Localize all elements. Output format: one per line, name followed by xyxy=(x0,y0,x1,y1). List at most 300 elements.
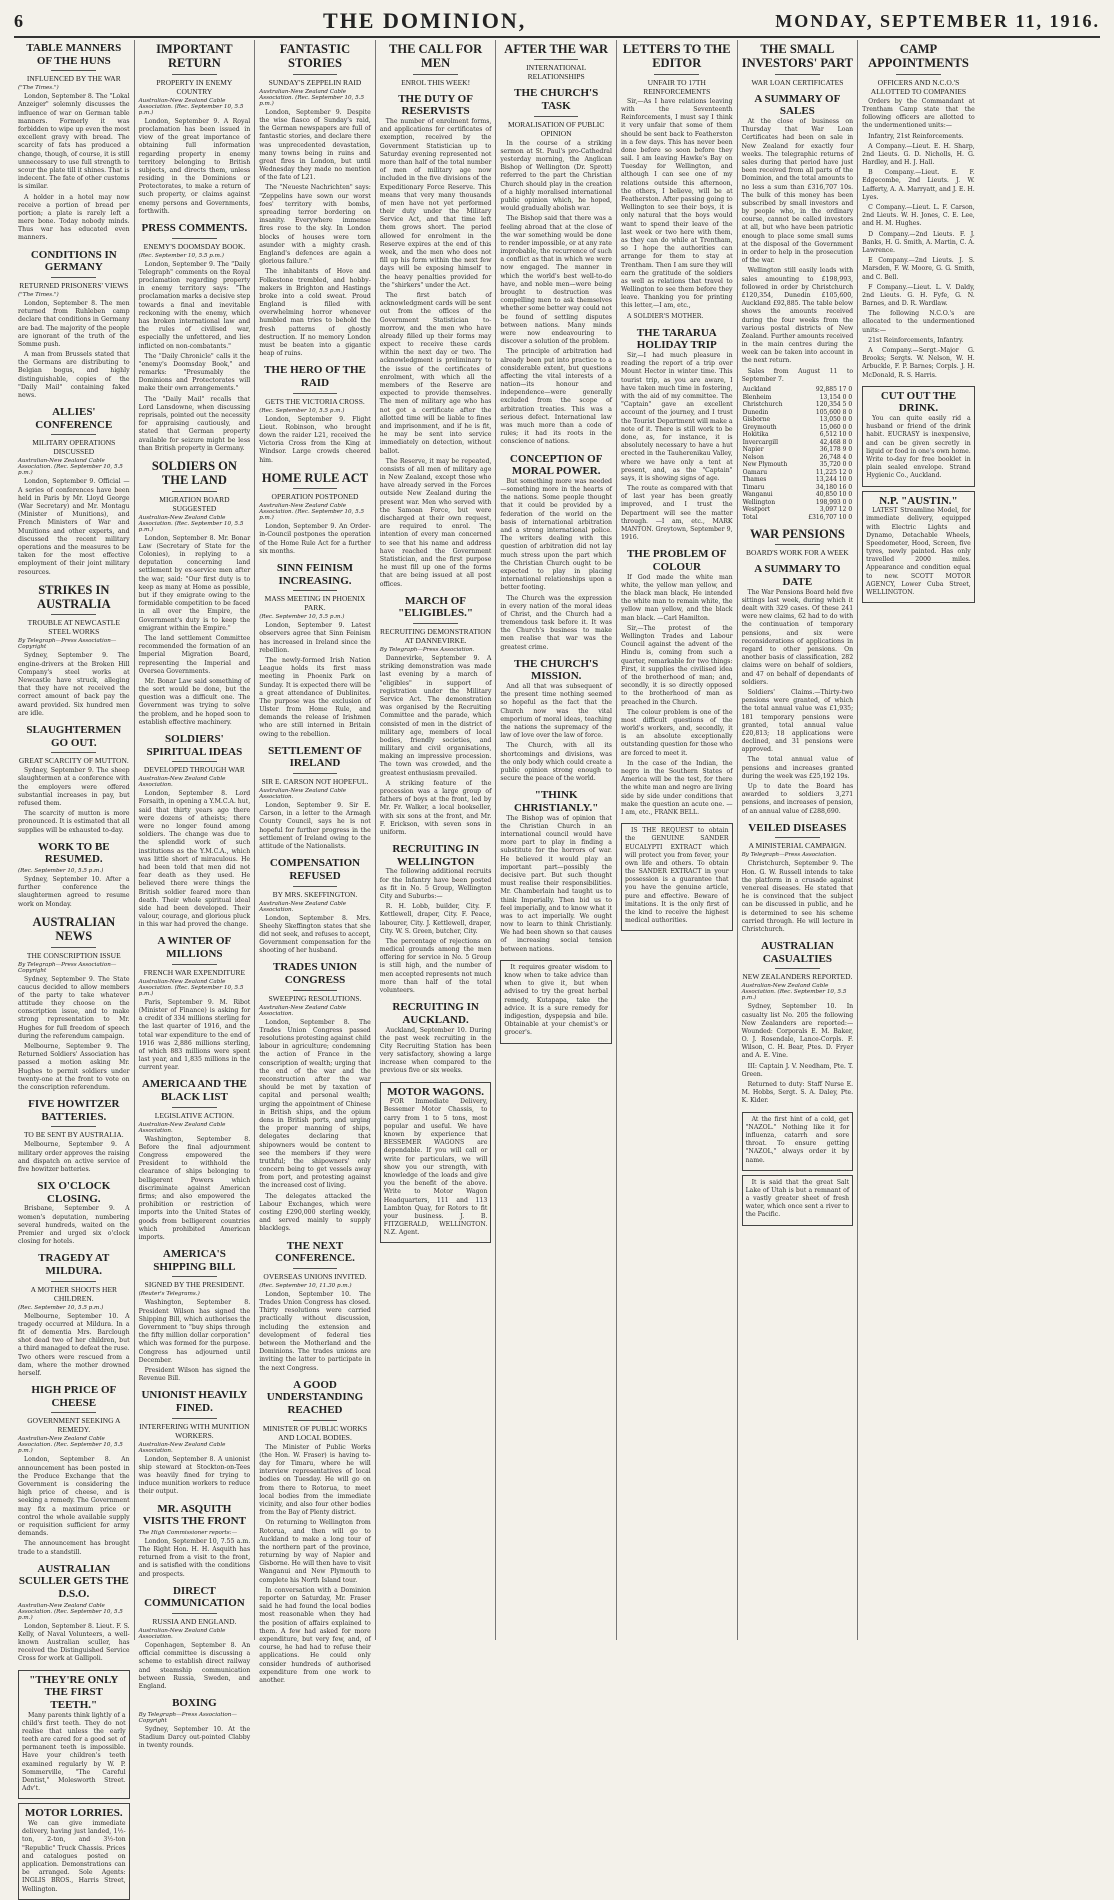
headline: AUSTRALIAN SCULLER GETS THE D.S.O. xyxy=(18,1562,129,1600)
article xyxy=(259,364,371,464)
article xyxy=(139,1248,251,1383)
article xyxy=(18,915,130,1092)
divider xyxy=(172,1276,217,1277)
article-body xyxy=(259,802,371,851)
dateline-credit: Australian-New Zealand Cable Association. (Rec. September 10, 5.5 p.m.) xyxy=(259,88,365,107)
district-cell: Wellington xyxy=(742,498,776,506)
headline: SOLDIERS ON THE LAND xyxy=(151,458,237,488)
article xyxy=(18,249,130,401)
paragraph: Washington, September 8. Before the final adjournment Congress empowered the President to withhold the clearance of ships belonging to belligerent Powers which discriminate against American firms; and also empowered the prohibition or restriction of imports into the United States of goods from belligerent countries which prohibited American imports. xyxy=(138,1135,251,1241)
paragraph: Melbourne, September 10. A tragedy occurred at Mildura. In a fit of dementia Mrs. Barclough shot dead two of her children, but a third managed to defeat the ruse. Two others were rescued from a dam, where the mother drowned herself. xyxy=(18,1312,130,1377)
article-body xyxy=(500,815,612,954)
article xyxy=(139,1078,251,1242)
dateline-credit: (Rec. September 10, 5.5 p.m.) xyxy=(138,252,224,259)
paragraph: London, September 9. A Royal proclamation has been issued in view of the great importance of obtaining full information regarding property in enemy territory belonging to British subjects, and directs them, unless residing in the Dominions or Protectorates, to make a return of such property, or claims against enemy persons and Governments, forthwith. xyxy=(138,117,251,215)
column-2 xyxy=(135,40,256,1750)
article-body xyxy=(746,1116,850,1165)
paragraph: Sydney, September 10. After a further conference the slaughtermen agreed to resume work on Monday. xyxy=(18,876,130,908)
amount-cell: 15,060 0 0 xyxy=(819,423,853,431)
headline: HOME RULE ACT xyxy=(261,470,369,485)
district-cell: Auckland xyxy=(742,386,771,394)
headline: RECRUITING IN WELLINGTON xyxy=(392,843,479,868)
article xyxy=(259,562,371,739)
divider xyxy=(51,752,96,753)
amount-cell: 92,885 17 0 xyxy=(815,386,853,394)
paragraph: In conversation with a Dominion reporter on Saturday, Mr. Fraser said he had found the local bodies most reasonable when they had the position of affairs explained to them. A few had asked for more expenditure, but very few, and, of course, he had had to refuse their applications. He could only consider hundreds of authorised expenditure from one work to another. xyxy=(259,1586,371,1684)
divider xyxy=(293,488,338,489)
paragraph: London, September 8. The men returned from Ruhleben camp declare that conditions in Germany are bad. The majority of the people are ignorant of the truth of the Somme push. xyxy=(18,299,130,348)
dateline-credit: Australian-New Zealand Cable Association. xyxy=(259,900,347,913)
paragraph: London, September 9. Official — A series of conferences have been held in Paris by Mr. Lloyd George (War Secretary) and Mr. Montagu (Minister of Munitions), and French Ministers of War and Munitions and other experts, and discussed the recent military operations and the measures to be taken for the most effective employment of their joint military resources. xyxy=(18,478,130,576)
article-body xyxy=(500,683,612,783)
column-3 xyxy=(255,40,376,1684)
article-body xyxy=(742,589,854,816)
amount-cell: 198,993 0 0 xyxy=(815,498,853,506)
subheadline: SIGNED BY THE PRESIDENT. xyxy=(144,1280,245,1290)
paragraph: In the course of a striking sermon at St. Paul's pro-Cathedral yesterday morning, the Anglican Bishop of Wellington (Dr. Sprott) referred to the part the Christian Church should play in the creation of a highly moralised international public opinion which, he hoped, would gradually abolish war. xyxy=(500,139,612,213)
district-cell: Greymouth xyxy=(742,423,777,431)
paragraph: FOR Immediate Delivery, Bessemer Motor Chassis, to carry from 1 to 5 tons, most popular and useful. We have known by experience that BESSEMER WAGONS are dependable. If you will call or write for particulars, we will show you our strength, with knowledge of the loads and give you the benefit of the above. Write to Motor Wagon Headquarters, 111 and 113 Lambton Quay, for Rotors to fit your business. J. B. FITZGERALD, WELLINGTON. N.Z. Agent. xyxy=(383,1098,488,1237)
paragraph: On returning to Wellington from Rotorua, and then will go to Auckland to make a long tour of the northern part of the province, returning by way of Napier and Gisborne. He will then have to visit Wanganui and New Plymouth to complete his North Island tour. xyxy=(259,1519,371,1584)
paragraph: C Company.—Lieut. L. F. Carson, 2nd Lieuts. W. H. Jones, C. E. Lee, and H. M. Hughes. xyxy=(862,204,975,228)
article xyxy=(139,1503,251,1579)
article-body xyxy=(866,415,971,481)
subheadline: PROPERTY IN ENEMY COUNTRY xyxy=(156,77,233,96)
dateline-credit: ("The Times.") xyxy=(18,291,59,298)
paragraph: London, September 9. The "Daily Telegraph" comments on the Royal proclamation regarding property in enemy territory says: "The proclamation marks a decisive step towards a final and inevitable reckoning with the enemy, which has broken international law and the rules of civilised war, especially the unfettered, and lies inflicted on non-combatants." xyxy=(138,260,251,350)
headline: RECRUITING IN AUCKLAND. xyxy=(392,1001,479,1026)
district-cell: Wanganui xyxy=(742,491,773,499)
divider xyxy=(534,116,579,117)
paragraph: Sir,—The protest of the Wellington Trades and Labour Council against the advent of the Hindu is, coming from such a quarter, remarkable for two things: First, it supplies the civilised idea of the brotherhood of man; and, secondly, it is so directly opposed to the brotherhood of man as preached in the Church. xyxy=(620,624,733,706)
paragraph: At the first hint of a cold, get "NAZOL." Nothing like it for influenza, catarrh and sore throat. To ensure getting "NAZOL," always order it by name. xyxy=(745,1115,850,1164)
district-cell: New Plymouth xyxy=(742,461,788,469)
divider xyxy=(775,837,820,838)
article-body xyxy=(621,574,733,817)
paragraph: Returned to duty: Staff Nurse E. M. Hobbs, Sergt. S. A. Daley, Pte. K. Kider. xyxy=(741,1081,854,1105)
headline: AFTER THE WAR xyxy=(504,42,609,56)
paragraph: London, September 9. Latest observers agree that Sinn Feinism has increased in Ireland since the rebellion. xyxy=(259,622,371,654)
subheadline: MASS MEETING IN PHOENIX PARK. xyxy=(264,594,366,613)
article-body xyxy=(139,1726,251,1751)
article xyxy=(18,42,130,243)
table-row xyxy=(742,514,854,522)
article-body xyxy=(139,1136,251,1242)
table-row xyxy=(742,446,854,454)
paragraph: Brisbane, September 9. A women's deputation, numbering several hundreds, waited on the Premier and urged six o'clock closing for hotels. xyxy=(18,1205,130,1246)
paragraph: London, September 8. An announcement has been posted in the Produce Exchange that the Government is considering the high price of cheese, and is seeking a remedy. The Government may fix a maximum price or control the whole available supply or requisition sufficient for army demands. xyxy=(18,1456,130,1538)
paragraph: Up to date the Board has awarded to soldiers 3,271 pensions, and increases of pension, of an annual value of £288,690. xyxy=(741,783,854,815)
divider xyxy=(293,393,338,394)
article-body xyxy=(259,416,371,465)
district-cell: Thames xyxy=(742,476,767,484)
headline: TRADES UNION CONGRESS xyxy=(272,961,357,987)
article-body xyxy=(625,827,729,925)
headline: MR. ASQUITH VISITS THE FRONT xyxy=(142,1502,246,1528)
paragraph: President Wilson has signed the Revenue Bill. xyxy=(138,1366,251,1383)
article-body xyxy=(866,507,971,597)
paragraph: 21st Reinforcements, Infantry. xyxy=(868,336,964,344)
subheadline: WAR LOAN CERTIFICATES xyxy=(751,77,844,87)
article-body xyxy=(18,1141,130,1174)
paragraph: London, September 9. Flight Lieut. Robinson, who brought down the raider L21, received the Victoria Cross from the King at Windsor. Large crowds cheered him. xyxy=(259,415,371,464)
article-body xyxy=(500,478,612,652)
headline: THE PROBLEM OF COLOUR xyxy=(626,548,727,574)
paragraph: The principle of arbitration had already been put into practice to a considerable extent, but questions affecting the vital interests of a nation—its honour and independence—were generally excluded from the scope of arbitration treaties. This was a serious defect. International law was much more than a code of rules; it had its roots in the conscience of nations. xyxy=(500,348,612,446)
headline: A SUMMARY TO DATE xyxy=(754,563,841,589)
dateline-credit: Australian-New Zealand Cable Association. (Rec. September 10, 5.5 p.m.) xyxy=(18,1436,123,1455)
paragraph: The War Pensions Board held five sittings last week, during which it dealt with 329 cases. Of these 241 were new claims, 62 had to do with the continuation of temporary pensions, and six were reconsiderations of applications in regard to other pensions. On another basis of classification, 282 claims were on behalf of soldiers, and 47 on behalf of dependants of soldiers. xyxy=(741,588,854,686)
article-body xyxy=(18,1205,130,1246)
paragraph: London, September 8. Mr. Bonar Law (Secretary of State for the Colonies), in replying to a deputation concerning land settlement by ex-service men after the war, said: "Our first duty is to keep as many at Home as possible, but if they emigrate owing to the formidable competition to be faced in all over the Empire, the Government's duty is to keep the emigrant within the Empire." xyxy=(138,534,251,632)
paragraph: London, September 10. The Trades Union Congress has closed. Thirty resolutions were carried practically without discussion, including the extension and development of federal ties between the Motherland and the Dominions. The trades unions are inviting the latter to participate in the next Congress. xyxy=(259,1290,371,1372)
columns-container xyxy=(14,40,1100,1893)
headline: AMERICA'S SHIPPING BILL xyxy=(153,1248,236,1273)
paragraph: London, September 9. Despite the wise fiasco of Sunday's raid, the German newspapers are full of fantastic stories, and declare there was unprecedented devastation, many towns being in ruins and great fires in London, but until Wednesday they made no mention of the fate of L21. xyxy=(259,108,371,182)
dateline-credit: By Telegraph—Press Association. xyxy=(741,852,837,859)
paragraph: The scarcity of mutton is more pronounced. It is estimated that all supplies will be exhausted to-day. xyxy=(18,810,130,834)
article xyxy=(742,940,854,1106)
headline: AMERICA AND THE BLACK LIST xyxy=(141,1078,247,1104)
article xyxy=(18,1180,130,1246)
district-cell: Westport xyxy=(742,506,771,514)
divider xyxy=(51,947,96,948)
article xyxy=(380,42,492,87)
column-7 xyxy=(738,40,859,1640)
subheadline: BOARD'S WORK FOR A WEEK xyxy=(745,548,849,558)
column-8 xyxy=(858,40,979,1640)
subheadline: LEGISLATIVE ACTION. xyxy=(154,1110,234,1120)
article-body xyxy=(259,1019,371,1234)
paragraph: Infantry, 21st Reinforcements. xyxy=(868,132,964,140)
subheadline: GOVERNMENT SEEKING A REMEDY. xyxy=(27,1416,121,1435)
headline: FANTASTIC STORIES xyxy=(279,42,351,71)
column-6 xyxy=(617,40,738,1640)
sales-table xyxy=(742,386,854,521)
paragraph: The "Daily Chronicle" calls it the "enemy's Doomsday Book," and remarks: "Presumably the Dominions and Protectorates will make their own arrangements." xyxy=(138,352,251,393)
subheadline: RETURNED PRISONERS' VIEWS xyxy=(19,280,129,290)
subheadline: OFFICERS AND N.C.O.'S ALLOTTED TO COMPANIES xyxy=(870,77,967,96)
dateline-credit: Australian-New Zealand Cable Association. (Rec. September 10, 5.5 p.m.) xyxy=(138,97,244,116)
headline: AUSTRALIAN NEWS xyxy=(32,914,116,944)
subheadline: INTERFERING WITH MUNITION WORKERS. xyxy=(139,1421,250,1440)
subheadline: GREAT SCARCITY OF MUTTON. xyxy=(18,756,129,766)
article-body xyxy=(18,300,130,400)
article xyxy=(742,563,854,815)
subheadline: A MOTHER SHOOTS HER CHILDREN. xyxy=(30,1284,118,1303)
paragraph: The number of enrolment forms, and applications for certificates of exemption, received by the Government Statistician up to Saturday evening represented not more than half of the total number of men of military age now included in the five divisions of the Expeditionary Force Reserve. This means that very many thousands of men have not yet performed their duty under the Military Service Act, and that time left them grows short. The period allowed for enrolment in the Reserve expires at the end of this week, and the men who does not fill up his form within the next few days will be exposing himself to the heavy penalties provided for the "shirkers" under the Act. xyxy=(379,118,492,289)
article xyxy=(621,548,733,817)
paragraph: The inhabitants of Hove and Folkestone trembled, and hobby-makers in Brighton and Hastings broke into a cold sweat. Proud England is filled with overwhelming horror whenever humbled man tries to behold the fresh patterns of ghostly destruction. If no memory London must be beaten into a gigantic heap of ruins. xyxy=(259,268,371,358)
divider xyxy=(896,74,941,75)
advertisement xyxy=(862,386,975,487)
headline: A WINTER OF MILLIONS xyxy=(157,935,232,961)
table-row xyxy=(742,416,854,424)
page-number: 6 xyxy=(14,10,23,31)
headline: SETTLEMENT OF IRELAND xyxy=(268,744,362,770)
headline: "THINK CHRISTIANLY." xyxy=(513,789,599,814)
table-row xyxy=(742,409,854,417)
paragraph: The "Daily Mail" recalls that Lord Lansdowne, when discussing reprisals, pointed out the necessity for appraising cautiously, and stated that German property available for seizure might be less than British property in Germany. xyxy=(138,395,251,452)
paragraph: A Company.—Lieut. E. H. Sharp, 2nd Lieuts. G. D. Nicholls, H. G. Hardley, and H. J. Hall. xyxy=(862,142,975,167)
advertisement xyxy=(862,491,975,604)
paragraph: A SOLDIER'S MOTHER. xyxy=(626,312,704,320)
article-body xyxy=(380,118,492,589)
headline: THE HERO OF THE RAID xyxy=(264,364,366,390)
article-body xyxy=(746,1179,850,1220)
divider xyxy=(293,886,338,887)
article xyxy=(742,93,854,521)
paragraph: London, September 9. Sir E. Carson, in a letter to the Armagh County Council, says he is not hopeful for further progress in the settlement of Ireland owing to the attitude of the Nationalists. xyxy=(259,802,371,851)
headline: MOTOR WAGONS. xyxy=(387,1085,484,1098)
headline: FIVE HOWITZER BATTERIES. xyxy=(28,1098,120,1123)
article-body xyxy=(18,876,130,909)
paragraph: Mr. Bonar Law said something of the sort would be done, but the question was a difficult one. The Government was trying to solve the problem, and he hoped soon to establish effective machinery. xyxy=(138,677,251,726)
amount-cell: 105,600 8 0 xyxy=(815,408,853,416)
article xyxy=(18,1563,130,1664)
paragraph: IS THE REQUEST to obtain the GENUINE SANDER EUCALYPTI EXTRACT which will protect you from fever, your own life and others. To obtain the SANDER EXTRACT in your possession is a guarantee that you have the genuine article, pure and effective. Beware of imitations. It is the only first of the kind to receive the highest medical authorities. xyxy=(624,827,729,925)
paragraph: The newly-formed Irish Nation League holds its first mass meeting in Phoenix Park on Sunday. It is expected there will be a great attendance of Dublinites. The purpose was the exclusion of Ulster from Home Rule, and demands the release of Irishmen who are still interned in Britain owing to the rebellion. xyxy=(259,656,371,738)
advertisement xyxy=(742,1175,854,1226)
headline: MOTOR LORRIES. xyxy=(25,1807,123,1820)
headline: LETTERS TO THE EDITOR xyxy=(622,42,731,71)
article-body xyxy=(18,93,130,242)
amount-cell: 40,850 10 0 xyxy=(815,491,853,499)
amount-cell: 120,354 5 0 xyxy=(815,401,853,409)
paragraph: London, September 8. Lord Forsaith, in opening a Y.M.C.A. hut, said that thirty years ago there were dozens of atheists; there were no longer found among soldiers. The change was due to the splendid work of such institutions as the Y.M.C.A., which was little short of miraculous. He had been told that men did not fear death as they used. He believed there were things the British soldier feared more than death. Their whole spiritual ideal side had been developed. Their valour, courage, and glorious pluck in this war had proved the change. xyxy=(138,790,251,929)
district-cell: Invercargill xyxy=(742,438,779,446)
subheadline: OPERATION POSTPONED xyxy=(271,492,359,502)
headline: BOXING xyxy=(172,1697,217,1710)
district-cell: Oamaru xyxy=(742,468,768,476)
newspaper-title: THE DOMINION, xyxy=(323,8,527,33)
district-cell: Timaru xyxy=(742,483,765,491)
amount-cell: 26,748 4 0 xyxy=(819,453,853,461)
dateline-credit: Australian-New Zealand Cable Association. xyxy=(138,1441,226,1454)
paragraph: Sydney, September 9. The sheep slaughtermen at a conference with the employers were offered substantial increases in pay, but refused them. xyxy=(18,767,130,807)
subheadline: INTERNATIONAL RELATIONSHIPS xyxy=(526,63,587,82)
dateline-credit: By Telegraph—Press Association—Copyright xyxy=(138,1711,237,1724)
dateline-credit: Australian-New Zealand Cable Association. xyxy=(138,776,226,789)
table-row xyxy=(742,454,854,462)
divider xyxy=(51,434,96,435)
paragraph: Auckland, September 10. During the past week recruiting in the City Recruiting Station has been very satisfactory, showing a large increase when compared to the previous five or six weeks. xyxy=(379,1026,492,1075)
article-body xyxy=(22,1712,126,1794)
subheadline: TO BE SENT BY AUSTRALIA. xyxy=(23,1130,124,1140)
paragraph: The Bishop was of opinion that the Christian Church in an international council would have more part to play in finding a substitute for the horrors of war. He believed it would play an important part—possibly the decisive part. But such thought must realise their responsibilities. Mr. Chamberlain had taught us to think Imperially. Then bid us to feel imperially, and to know what it was to act imperially. We ought now to learn to think Christianly. We had been shown so that causes of increasing social tension between nations. xyxy=(500,814,612,953)
article-body xyxy=(259,1444,371,1685)
article xyxy=(500,42,612,81)
paragraph: The Reserve, it may be repeated, consists of all men of military age in New Zealand, except those who have already served in the Forces outside New Zealand during the present war. Men who served with the Samoan Force, but were discharged at their own request, are required to enrol. The intention of every man concerned to see that his name and address have reached the Government Statistician, and the first purpose he must fill up one of the forms that are being issued at all post offices. xyxy=(379,457,492,588)
article xyxy=(259,1240,371,1373)
dateline-credit: Australian-New Zealand Cable Association. (Rec. September 10, 5.5 p.m.) xyxy=(259,503,365,522)
divider xyxy=(51,277,96,278)
dateline-credit: (Rec. September 10, 11.30 p.m.) xyxy=(259,1282,352,1289)
issue-date: MONDAY, SEPTEMBER 11, 1916. xyxy=(775,10,1100,31)
headline: COMPENSATION REFUSED xyxy=(269,857,361,882)
subheadline: A MINISTERIAL CAMPAIGN. xyxy=(748,841,847,851)
article-body xyxy=(259,523,371,556)
dateline-credit: (Rec. September 10, 5.5 p.m.) xyxy=(259,407,345,414)
paragraph: F Company.—Lieut. L. V. Daldy, 2nd Lieuts. G. H. Fyfe, G. N. Barnes, and D. R. Wardlaw. xyxy=(862,283,975,308)
article-body xyxy=(621,98,733,321)
headline: CAMP APPOINTMENTS xyxy=(868,42,969,71)
article xyxy=(862,42,975,380)
headline: UNIONIST HEAVILY FINED. xyxy=(141,1389,248,1414)
divider xyxy=(172,761,217,762)
subheadline: RUSSIA AND ENGLAND. xyxy=(152,1617,237,1627)
article xyxy=(139,1389,251,1496)
article xyxy=(259,961,371,1233)
article xyxy=(621,327,733,543)
article-body xyxy=(139,999,251,1073)
dateline-credit: Australian-New Zealand Cable Association. (Rec. September 10, 5.5 p.m.) xyxy=(138,978,244,997)
article-body xyxy=(384,1098,488,1237)
article-body xyxy=(18,767,130,835)
divider xyxy=(654,74,699,75)
subheadline: OVERSEAS UNIONS INVITED. xyxy=(263,1271,367,1281)
dateline-credit: (Reuter's Telegrams.) xyxy=(138,1291,200,1298)
advertisement xyxy=(500,960,612,1044)
headline: HIGH PRICE OF CHEESE xyxy=(31,1384,117,1409)
article-body xyxy=(380,1027,492,1076)
table-row xyxy=(742,484,854,492)
table-row xyxy=(742,461,854,469)
subheadline: DEVELOPED THROUGH WAR xyxy=(143,765,245,775)
dateline-credit: Australian-New Zealand Cable Association. xyxy=(138,1121,226,1134)
divider xyxy=(51,1126,96,1127)
table-row xyxy=(742,439,854,447)
article-body xyxy=(380,868,492,995)
paragraph: R. H. Lobb, builder, City. F. Kettlewell, draper, City. F. Peace, labourer, City. J. Kettlewell, draper, City. W. S. Green, butcher, City. xyxy=(379,903,492,935)
advertisement xyxy=(621,823,733,931)
paragraph: The colour problem is one of the most difficult questions of the world's workers, and, secondly, it is an absolute exceptionally outstanding question for those who are forced to meet it. xyxy=(620,708,733,757)
paragraph: Sydney, September 9. The State caucus decided to allow members of the party to take whatever attitude they choose on the conscription issue, and to make strong representation to Mr. Hughes for full freedom of speech during the referendum campaign. xyxy=(18,975,130,1040)
district-cell: Gisborne xyxy=(742,416,771,424)
divider xyxy=(51,70,96,71)
paragraph: London, September 9. An Order-in-Council postpones the operation of the Home Rule Act for a further six months. xyxy=(259,523,371,555)
paragraph: Sydney, September 10. In casualty list No. 205 the following New Zealanders are reported:— Wounded: Corporals E. M. Baker, O. J. Rosendale, Lance-Corpls. F. Wilson, C. H. Bear, Ptes. D. Fryer and A. E. Vine. xyxy=(741,1003,854,1060)
divider xyxy=(293,74,338,75)
article xyxy=(18,724,130,835)
headline: CONDITIONS IN GERMANY xyxy=(30,248,117,274)
article xyxy=(139,1585,251,1691)
article-body xyxy=(139,1642,251,1691)
headline: WORK TO BE RESUMED. xyxy=(37,840,110,866)
paragraph: London, September 10, 7.55 a.m. The Right Hon. H. H. Asquith has returned from a visit to the front, and is satisfied with the conditions and prospects. xyxy=(138,1537,251,1578)
article xyxy=(139,1697,251,1750)
article xyxy=(139,733,251,929)
article-body xyxy=(139,1299,251,1383)
dateline-credit: By Telegraph—Press Association—Copyright xyxy=(18,961,117,974)
headline: STRIKES IN AUSTRALIA xyxy=(36,582,111,612)
table-row xyxy=(742,469,854,477)
advertisement xyxy=(18,1670,130,1800)
paragraph: D Company.—2nd Lieuts. F. J. Banks, H. G. Smith, A. Martin, C. A. Lawrence. xyxy=(862,230,975,254)
amount-cell: 36,178 9 0 xyxy=(819,446,853,454)
article-body xyxy=(18,1313,130,1379)
paragraph: Washington, September 8. President Wilson has signed the Shipping Bill, which authorises the Government to "buy ships through the fifty million dollar corporation" which was formed for the purpose. Congress has adjourned until December. xyxy=(138,1299,251,1364)
dateline-credit: By Telegraph—Press Association. xyxy=(379,647,475,653)
paragraph: It is said that the great Salt Lake of Utah is but a remnant of a vastly greater sheet of fresh water, which once sent a river to the Pacific. xyxy=(745,1178,850,1219)
paragraph: The following N.C.O.'s are allocated to the undermentioned units:— xyxy=(862,310,975,334)
paragraph: And all that was subsequent of the present time nothing seemed so hopeful as the fact that the Church now was the vital emporium of moral ideas, teaching the nations the supremacy of the law of love over the law of force. xyxy=(500,683,612,740)
article-body xyxy=(259,915,371,956)
article-body xyxy=(18,1623,130,1664)
headline: VEILED DISEASES xyxy=(748,821,847,834)
amount-cell: 3,097 12 0 xyxy=(819,506,853,514)
paragraph: The total annual value of pensions and increases granted during the week was £25,192 19s. xyxy=(741,756,854,780)
article xyxy=(742,822,854,934)
paragraph: In the case of the Indian, the negro in the Southern States of America will be the test, for there the white man and negro are living side by side under conditions that make the question an acute one. —I am, etc., FRANK BELL. xyxy=(620,759,733,816)
article xyxy=(18,841,130,909)
subheadline: ENEMY'S DOOMSDAY BOOK. xyxy=(143,241,246,251)
paragraph: Copenhagen, September 8. An official committee is discussing a scheme to establish direct railway and steamship communication between Russia, Sweden, and England. xyxy=(138,1642,251,1690)
paragraph: Melbourne, September 9. A military order approves the raising and dispatch on active service of five howitzer batteries. xyxy=(18,1141,130,1173)
article xyxy=(259,1379,371,1685)
divider xyxy=(172,1418,217,1419)
amount-cell: 13,154 0 0 xyxy=(819,393,853,401)
column-5 xyxy=(496,40,617,1640)
divider xyxy=(172,74,217,75)
amount-cell: 13,050 0 0 xyxy=(819,416,853,424)
paragraph: Christchurch, September 9. The Hon. G. W. Russell intends to take the platform in a crusade against venereal diseases. He stated that he is convinced that the subject can be discussed in public, and he is determined to see his scheme carried through. He will lecture in Christchurch. xyxy=(741,860,854,933)
headline: TABLE MANNERS OF THE HUNS xyxy=(26,42,122,67)
article-body xyxy=(139,1538,251,1579)
advertisement xyxy=(742,1112,854,1171)
article xyxy=(259,471,371,556)
divider xyxy=(293,773,338,774)
headline: "THEY'RE ONLY THE FIRST TEETH." xyxy=(29,1673,119,1711)
subheadline: ENROL THIS WEEK! xyxy=(401,77,471,87)
article-body xyxy=(259,622,371,739)
dateline-credit: ("The Times.") xyxy=(18,85,59,92)
paragraph: Sir,—As I have relations leaving with the Seventeenth Reinforcements, I must say I think it very unfair that some of them should be sent back to Featherston in a few days. This has never been done before so soon before they sail. I am leaving Hawke's Bay on Tuesday for Wellington, and although I can see one of my relations outside this afternoon, the others, I believe, will be at Featherston. After passing going to Wellington to see their boys, it is only natural that the boys would want to spend their leave of the last week or two here with them, as they can do while at Trentham, so I hope the authorities can arrange for them to stay at Trentham. Then I am sure they will earn the gratitude of the soldiers as well as relations that travel to Wellington to see them before they leave. Thanking you for printing this letter,—I am, etc., xyxy=(620,97,733,310)
divider xyxy=(172,491,217,492)
paragraph: A man from Brussels stated that the Germans are distributing to Belgian bogus, and highly distinguishable, copies of the "Daily Mail" containing faked news. xyxy=(18,351,130,399)
paragraph: But something more was needed—something more in the hearts of the nations. Some people thought that it could be provided by a federation of the world on the basis of international arbitration and a strong international police. The writers dealing with this question of arbitration did not lay much stress upon the part which the Christian Church ought to be expected to play in placing international relationships upon a better footing. xyxy=(500,477,612,592)
dateline-credit: Australian-New Zealand Cable Association. xyxy=(259,1004,347,1017)
article-body xyxy=(18,652,130,718)
divider xyxy=(172,1613,217,1614)
headline: SIX O'CLOCK CLOSING. xyxy=(37,1180,111,1205)
column-4 xyxy=(376,40,497,1640)
amount-cell: 11,225 12 0 xyxy=(815,468,853,476)
subheadline: MORALISATION OF PUBLIC OPINION xyxy=(508,119,605,138)
amount-cell: 34,180 16 0 xyxy=(815,483,853,491)
article-body xyxy=(139,1456,251,1497)
dateline-credit: Australian-New Zealand Cable Association. (Rec. September 10, 5.5 p.m.) xyxy=(18,1602,123,1621)
headline: PRESS COMMENTS. xyxy=(141,222,248,234)
subheadline: SIR E. CARSON NOT HOPEFUL. xyxy=(261,777,369,787)
article xyxy=(18,1252,130,1378)
advertisement xyxy=(18,1803,130,1899)
divider xyxy=(293,590,338,591)
divider xyxy=(172,964,217,965)
divider xyxy=(51,614,96,615)
dateline-credit: By Telegraph—Press Association—Copyright xyxy=(18,638,117,651)
paragraph: London, September 8. Mrs. Sheehy Skeffington states that she did not seek, and refuses to accept, Government compensation for the shooting of her husband. xyxy=(259,914,371,955)
table-row xyxy=(742,476,854,484)
divider xyxy=(775,544,820,545)
headline: DIRECT COMMUNICATION xyxy=(144,1584,245,1610)
paragraph: The delegates attacked the Labour Exchanges, which were costing £290,000 sterling weekly, and served mainly to supply blacklegs. xyxy=(259,1192,371,1233)
subheadline: FRENCH WAR EXPENDITURE xyxy=(143,967,246,977)
subheadline: GETS THE VICTORIA CROSS. xyxy=(265,396,365,406)
article-body xyxy=(742,1003,854,1105)
article xyxy=(139,222,251,453)
table-row xyxy=(742,394,854,402)
